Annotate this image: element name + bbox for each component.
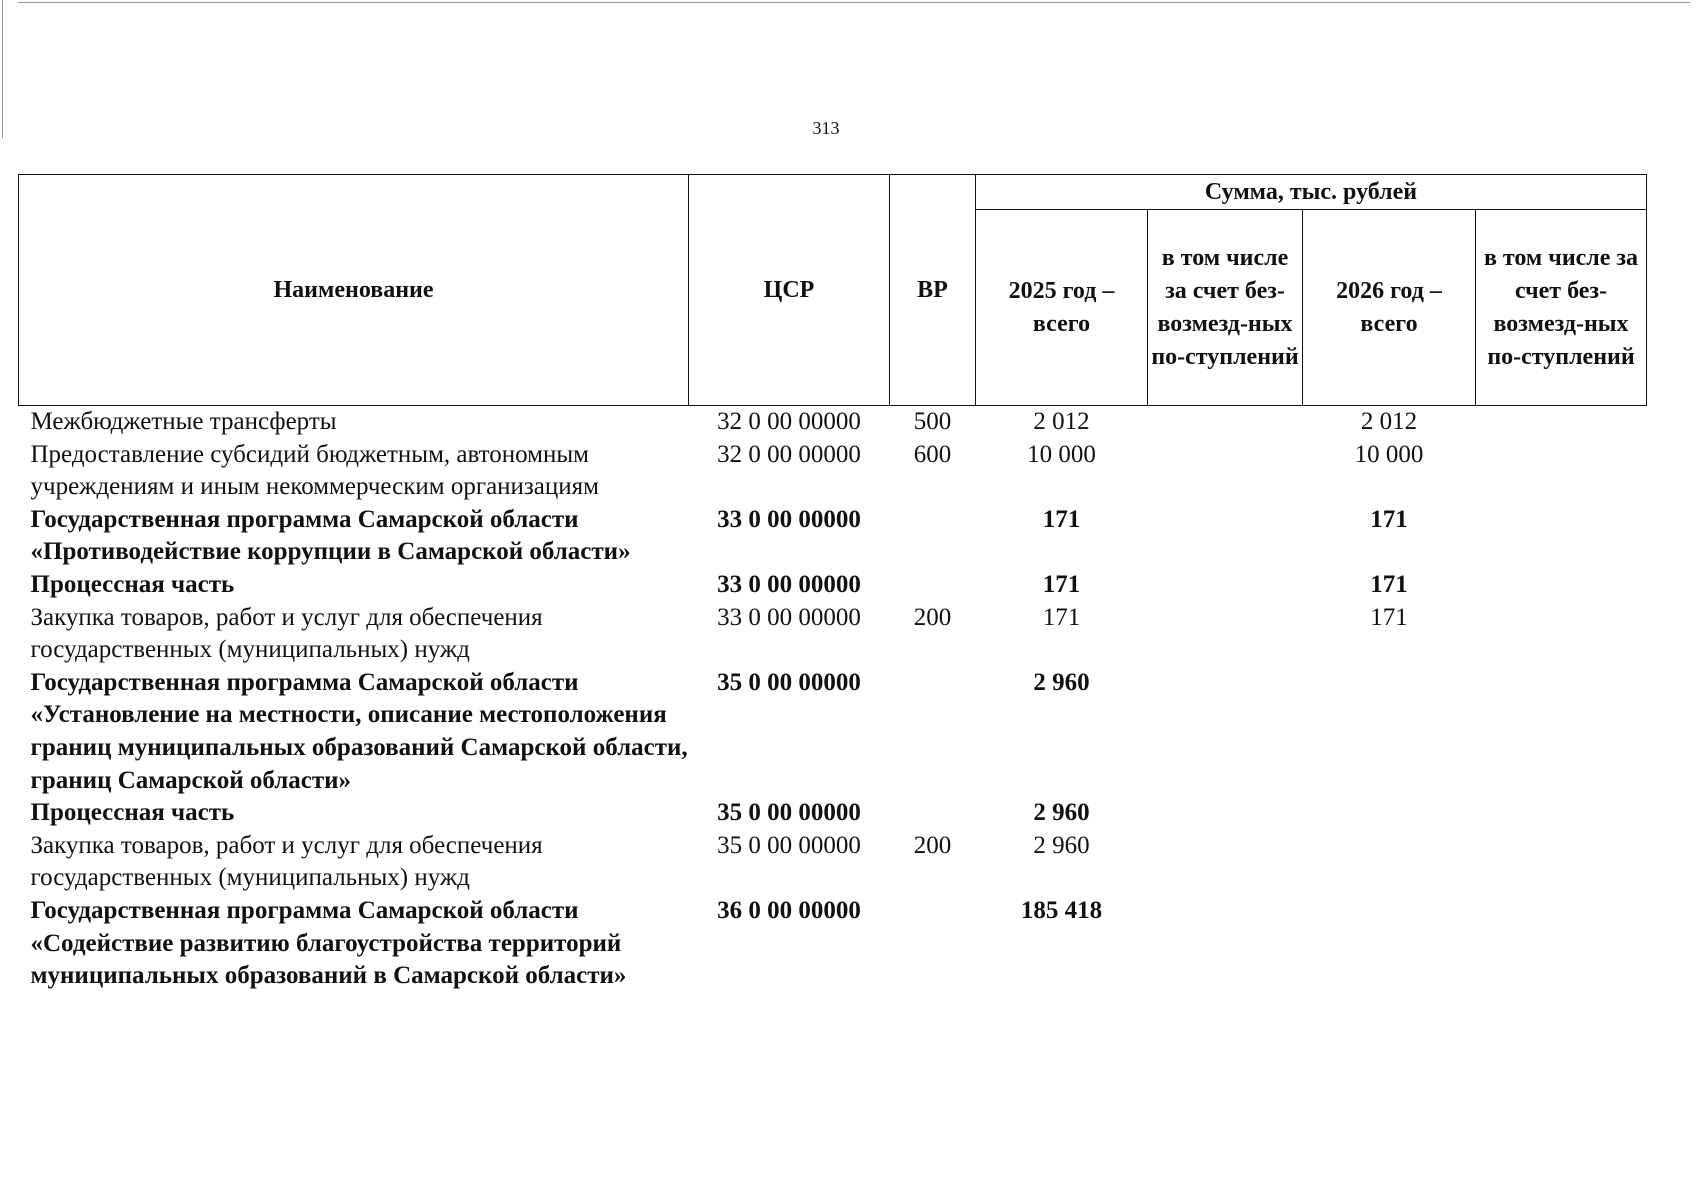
row-2025-total: 2 960	[1033, 799, 1090, 827]
row-2025-grants	[1148, 895, 1303, 993]
row-name: Процессная часть	[30, 570, 235, 598]
row-2026-grants	[1476, 830, 1647, 895]
row-vr: 200	[913, 831, 952, 859]
row-vr	[890, 569, 976, 602]
row-2026-total: 171	[1370, 505, 1408, 533]
row-name: Закупка товаров, работ и услуг для обеспечения государственных (муниципальных) нужд	[30, 603, 543, 664]
row-vr	[890, 895, 976, 993]
row-csr: 35 0 00 00000	[717, 668, 861, 696]
row-2026-grants	[1476, 895, 1647, 993]
header-2025-total: 2025 год – всего	[976, 210, 1148, 406]
header-2026-total: 2026 год – всего	[1303, 210, 1476, 406]
row-name: Предоставление субсидий бюджетным, автономным учреждениям и иным некоммерческим организациям	[30, 440, 599, 501]
row-2025-grants	[1148, 667, 1303, 797]
row-csr: 32 0 00 00000	[717, 440, 861, 468]
table-row	[19, 895, 1647, 993]
row-2026-total: 171	[1370, 603, 1408, 631]
row-2026-total	[1303, 895, 1476, 993]
row-2026-grants	[1476, 797, 1647, 830]
row-2026-total: 171	[1370, 570, 1408, 598]
table-row	[19, 602, 1647, 667]
row-2025-total: 171	[1042, 505, 1081, 533]
row-2025-grants	[1148, 569, 1303, 602]
row-name: Процессная часть	[30, 799, 235, 827]
row-2025-total: 10 000	[1027, 440, 1096, 468]
row-vr: 600	[913, 440, 952, 468]
row-2025-grants	[1148, 602, 1303, 667]
table-row	[19, 569, 1647, 602]
row-2025-total: 185 418	[1020, 896, 1103, 924]
header-sum-group: Сумма, тыс. рублей	[976, 175, 1647, 210]
row-2026-grants	[1476, 406, 1647, 439]
table-row	[19, 830, 1647, 895]
row-name: Государственная программа Самарской области «Установление на местности, описание местоположения границ муниципальных образований Самарской области, границ Самарской области»	[30, 668, 688, 794]
row-2025-grants	[1148, 797, 1303, 830]
row-2026-grants	[1476, 439, 1647, 504]
row-name: Государственная программа Самарской области «Содействие развитию благоустройства территорий муниципальных образований в Самарской области»	[30, 896, 627, 990]
row-vr	[890, 667, 976, 797]
row-2026-grants	[1476, 667, 1647, 797]
page-number: 313	[812, 118, 840, 138]
row-vr	[890, 504, 976, 569]
table-row	[19, 439, 1647, 504]
row-2025-grants	[1148, 439, 1303, 504]
table-body	[19, 406, 1647, 993]
row-2025-total: 2 012	[1033, 408, 1090, 435]
table-row	[19, 797, 1647, 830]
row-csr: 35 0 00 00000	[717, 799, 861, 827]
row-vr: 500	[913, 408, 952, 435]
header-2026-grants: в том числе за счет без-возмезд-ных по-ступлений	[1476, 210, 1647, 406]
row-csr: 33 0 00 00000	[717, 505, 861, 533]
row-csr: 33 0 00 00000	[717, 603, 861, 631]
row-csr: 35 0 00 00000	[717, 831, 861, 859]
row-csr: 32 0 00 00000	[717, 408, 861, 435]
row-2025-total: 171	[1042, 603, 1081, 631]
row-2025-grants	[1148, 504, 1303, 569]
row-2026-grants	[1476, 569, 1647, 602]
row-2026-grants	[1476, 504, 1647, 569]
row-name: Межбюджетные трансферты	[30, 408, 337, 435]
row-2026-total	[1303, 797, 1476, 830]
row-2025-total: 2 960	[1033, 668, 1090, 696]
header-vr: ВР	[890, 175, 976, 406]
row-2026-grants	[1476, 602, 1647, 667]
table-row	[19, 504, 1647, 569]
row-2025-total: 2 960	[1033, 831, 1090, 859]
row-vr: 200	[913, 603, 952, 631]
row-2025-total: 171	[1042, 570, 1081, 598]
row-2025-grants	[1148, 406, 1303, 439]
table-header	[19, 175, 1647, 406]
row-vr	[890, 797, 976, 830]
row-2026-total	[1303, 830, 1476, 895]
scan-top-rule	[18, 2, 1690, 3]
budget-table	[18, 174, 1647, 993]
table-row	[19, 406, 1647, 439]
header-name: Наименование	[19, 175, 689, 406]
row-name: Закупка товаров, работ и услуг для обеспечения государственных (муниципальных) нужд	[30, 831, 543, 892]
header-2025-grants: в том числе за счет без-возмезд-ных по-ступлений	[1148, 210, 1303, 406]
row-2026-total: 2 012	[1360, 408, 1418, 435]
row-2025-grants	[1148, 830, 1303, 895]
header-csr: ЦСР	[689, 175, 890, 406]
row-csr: 36 0 00 00000	[717, 896, 861, 924]
row-2026-total	[1303, 667, 1476, 797]
row-csr: 33 0 00 00000	[717, 570, 861, 598]
table-row	[19, 667, 1647, 797]
row-name: Государственная программа Самарской области «Противодействие коррупции в Самарской области»	[30, 505, 631, 566]
row-2026-total: 10 000	[1354, 440, 1424, 468]
